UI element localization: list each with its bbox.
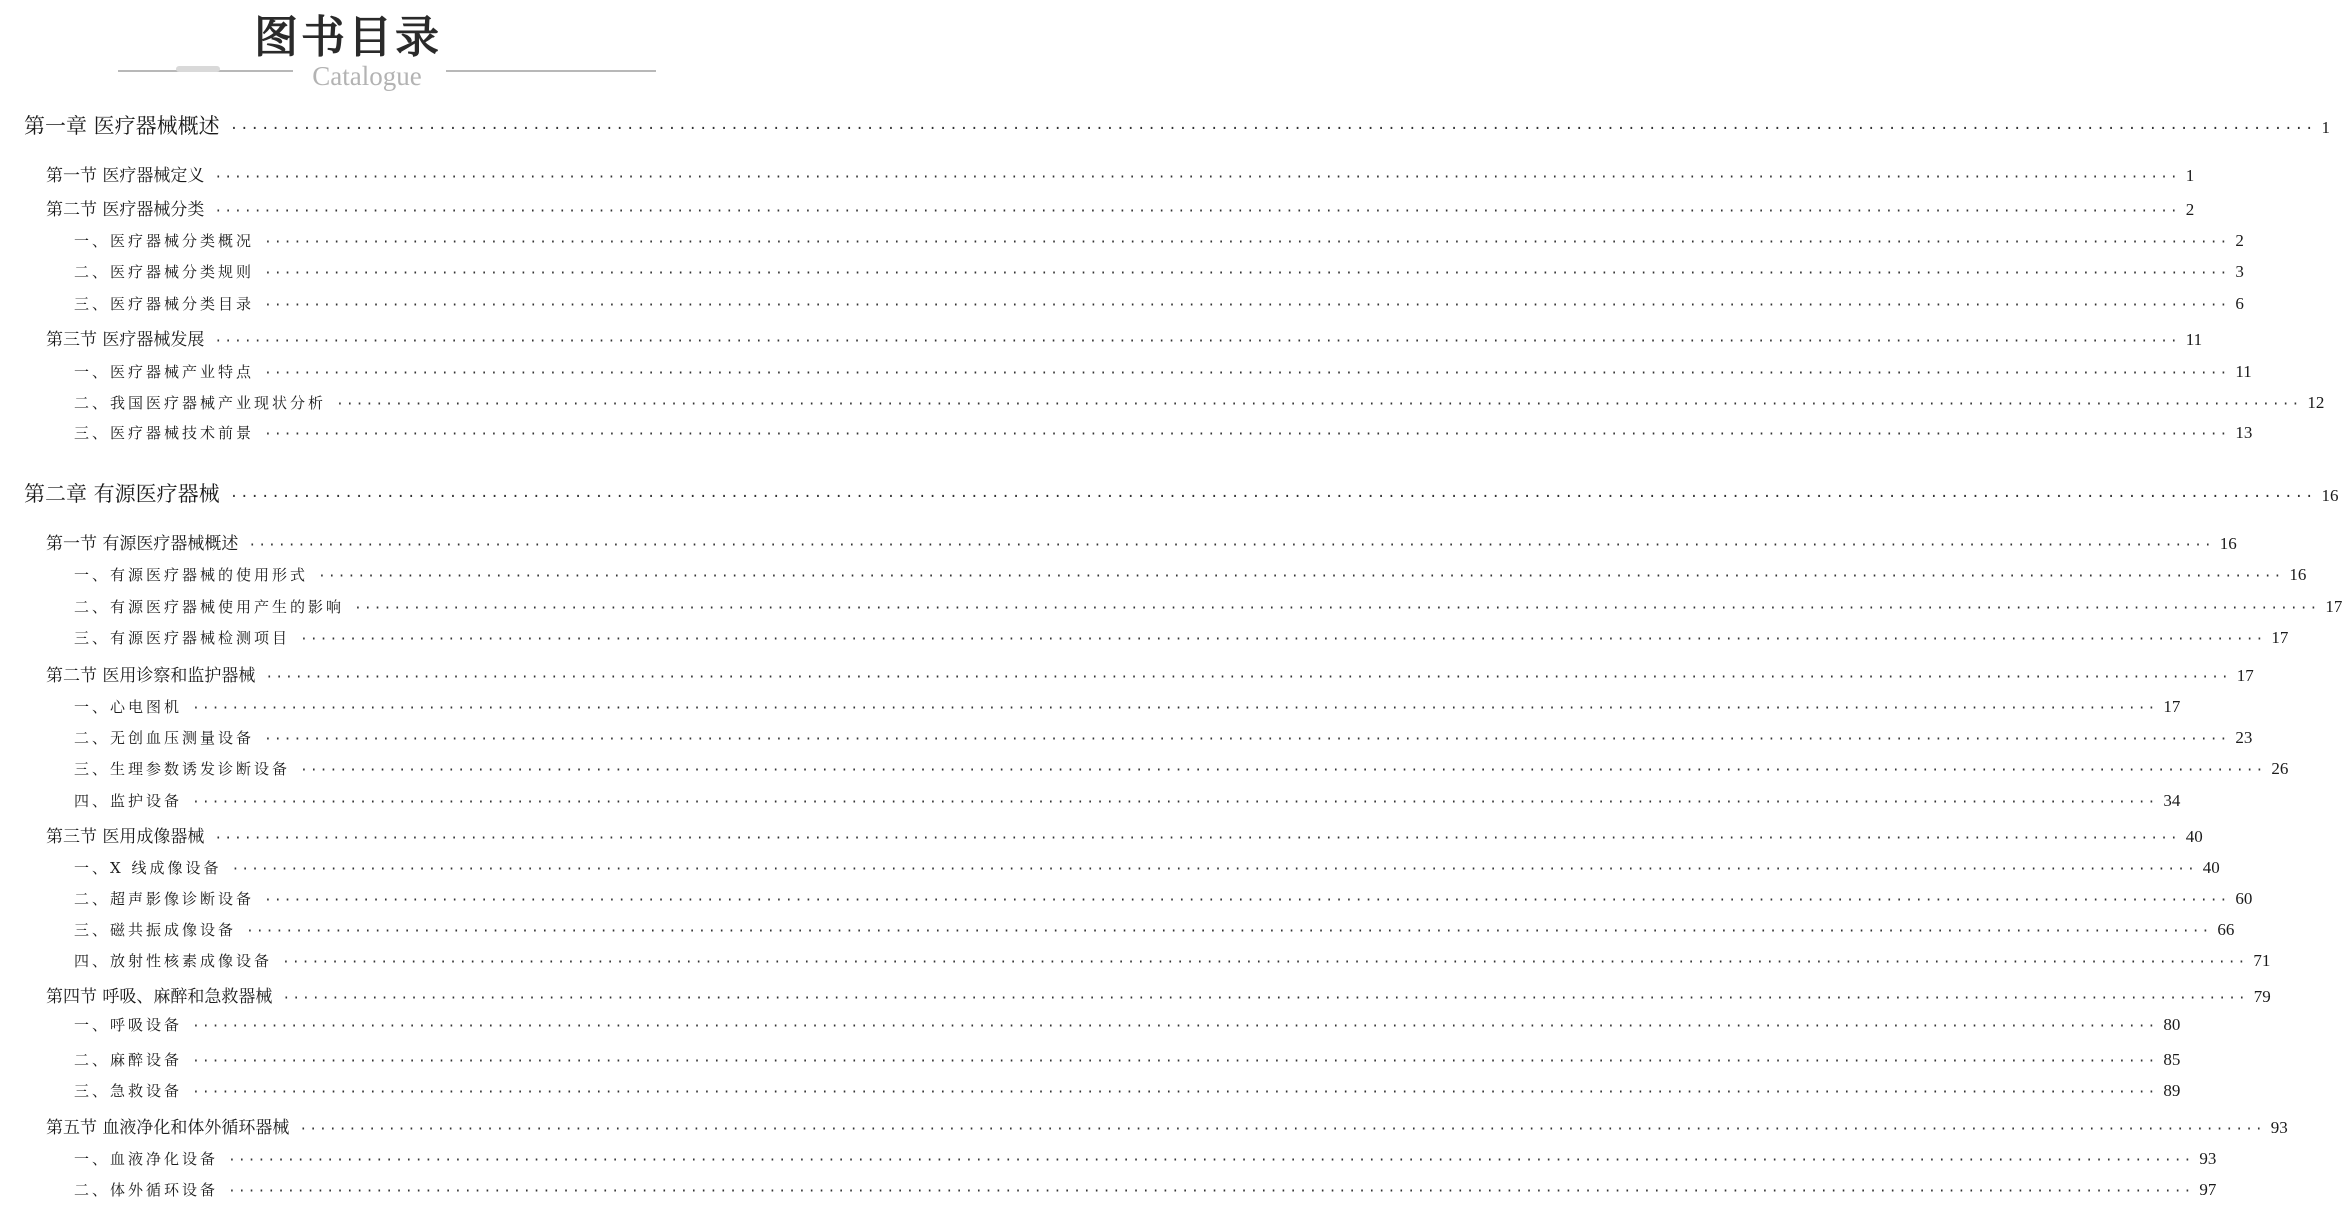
dot-leader: ········································································································································································································ [192, 1085, 2158, 1100]
toc-item-entry-title: 二、无创血压测量设备 [74, 729, 255, 747]
toc-section-entry-page-number: 11 [2185, 330, 2203, 349]
toc-item-entry[interactable] [74, 1179, 2217, 1205]
dot-leader: ········································································································································································································ [214, 334, 2180, 349]
dot-leader: ········································································································································································································ [264, 266, 2230, 281]
dot-leader: ········································································································································································································ [192, 795, 2158, 810]
toc-item-entry-page-number: 97 [2199, 1180, 2217, 1199]
toc-section-entry[interactable] [46, 1113, 2288, 1141]
toc-item-entry-title: 二、体外循环设备 [74, 1181, 219, 1199]
toc-item-entry-page-number: 71 [2253, 951, 2271, 970]
dot-leader: ········································································································································································································ [300, 763, 2266, 778]
dot-leader: ········································································································································································································ [299, 1122, 2265, 1137]
toc-item-entry-page-number: 12 [2307, 393, 2325, 412]
toc-item-entry[interactable] [74, 919, 2235, 945]
toc-item-entry-title: 一、X 线成像设备 [74, 859, 222, 877]
dot-leader: ········································································································································································································ [192, 1054, 2158, 1069]
toc-section-entry-page-number: 2 [2185, 200, 2195, 219]
toc-item-entry-page-number: 23 [2235, 728, 2253, 747]
toc-item-entry-title: 三、医疗器械分类目录 [74, 295, 255, 313]
toc-item-entry[interactable] [74, 627, 2289, 653]
dot-leader: ········································································································································································································ [300, 632, 2266, 647]
toc-item-entry[interactable] [74, 950, 2271, 976]
toc-section-entry[interactable] [46, 982, 2271, 1010]
toc-chapter-entry-page-number: 16 [2321, 486, 2339, 505]
table-of-contents [0, 100, 2342, 1203]
toc-item-entry-title: 三、磁共振成像设备 [74, 921, 237, 939]
toc-item-entry-page-number: 80 [2163, 1015, 2181, 1034]
toc-section-entry[interactable] [46, 195, 2195, 223]
dot-leader: ········································································································································································································ [192, 701, 2158, 716]
toc-item-entry-title: 二、麻醉设备 [74, 1051, 183, 1069]
toc-item-entry-page-number: 3 [2235, 262, 2244, 281]
dot-leader: ········································································································································································································ [229, 121, 2316, 137]
toc-header [0, 0, 800, 100]
toc-item-entry-page-number: 26 [2271, 759, 2289, 778]
dot-leader: ········································································································································································································ [264, 235, 2230, 250]
toc-item-entry-page-number: 85 [2163, 1050, 2181, 1069]
dot-leader: ········································································································································································································ [264, 732, 2230, 747]
toc-chapter-entry-title: 第二章 有源医疗器械 [24, 482, 220, 506]
toc-section-entry-page-number: 16 [2219, 534, 2237, 553]
toc-item-entry-page-number: 66 [2217, 920, 2235, 939]
dot-leader: ········································································································································································································ [192, 1019, 2158, 1034]
toc-item-entry-page-number: 2 [2235, 231, 2244, 250]
dot-leader: ········································································································································································································ [264, 298, 2230, 313]
toc-item-entry-title: 四、监护设备 [74, 792, 183, 810]
toc-item-entry[interactable] [74, 696, 2181, 722]
dot-leader: ········································································································································································································ [265, 670, 2231, 685]
toc-item-entry-page-number: 16 [2289, 565, 2307, 584]
toc-section-entry-page-number: 79 [2253, 987, 2271, 1006]
toc-item-entry[interactable] [74, 888, 2253, 914]
page-title: 图书目录 [254, 12, 442, 63]
header-rule-right [446, 70, 656, 72]
toc-section-entry-title: 第三节 医疗器械发展 [46, 330, 205, 350]
toc-section-entry-title: 第五节 血液净化和体外循环器械 [46, 1118, 290, 1138]
toc-section-entry[interactable] [46, 529, 2237, 557]
toc-item-entry[interactable] [74, 1049, 2181, 1075]
toc-item-entry-title: 三、有源医疗器械检测项目 [74, 629, 291, 647]
toc-item-entry[interactable] [74, 857, 2220, 883]
toc-item-entry-title: 二、有源医疗器械使用产生的影响 [74, 598, 345, 616]
toc-item-entry-title: 一、有源医疗器械的使用形式 [74, 566, 309, 584]
toc-chapter-entry[interactable] [24, 110, 2330, 144]
toc-section-entry-title: 第二节 医用诊察和监护器械 [46, 666, 256, 686]
dot-leader: ········································································································································································································ [214, 204, 2180, 219]
toc-item-entry[interactable] [74, 596, 2342, 622]
toc-item-entry-title: 三、急救设备 [74, 1082, 183, 1100]
toc-chapter-entry[interactable] [24, 478, 2339, 512]
toc-item-entry-title: 三、医疗器械技术前景 [74, 424, 255, 442]
page-subtitle: Catalogue [312, 61, 422, 91]
dot-leader: ········································································································································································································ [228, 1184, 2194, 1199]
toc-section-entry-page-number: 1 [2185, 166, 2195, 185]
dot-leader: ········································································································································································································ [231, 862, 2197, 877]
toc-item-entry-page-number: 40 [2202, 858, 2220, 877]
toc-item-entry[interactable] [74, 1080, 2181, 1106]
toc-item-entry[interactable] [74, 727, 2253, 753]
toc-item-entry-title: 一、呼吸设备 [74, 1016, 183, 1034]
toc-item-entry-page-number: 17 [2325, 597, 2342, 616]
dot-leader: ········································································································································································································ [229, 489, 2316, 505]
toc-section-entry-title: 第一节 医疗器械定义 [46, 166, 205, 186]
dot-leader: ········································································································································································································ [246, 924, 2212, 939]
toc-item-entry-title: 一、血液净化设备 [74, 1150, 219, 1168]
toc-section-entry-title: 第三节 医用成像器械 [46, 827, 205, 847]
dot-leader: ········································································································································································································ [228, 1153, 2194, 1168]
toc-item-entry-page-number: 93 [2199, 1149, 2217, 1168]
toc-section-entry-page-number: 17 [2236, 666, 2254, 685]
toc-item-entry-title: 一、心电图机 [74, 698, 183, 716]
toc-item-entry-page-number: 17 [2163, 697, 2181, 716]
toc-item-entry-page-number: 89 [2163, 1081, 2181, 1100]
toc-item-entry[interactable] [74, 261, 2244, 287]
toc-item-entry-title: 二、我国医疗器械产业现状分析 [74, 394, 327, 412]
toc-item-entry-page-number: 13 [2235, 423, 2253, 442]
dot-leader: ········································································································································································································ [214, 831, 2180, 846]
toc-item-entry[interactable] [74, 790, 2181, 816]
toc-item-entry[interactable] [74, 1014, 2181, 1040]
header-rule-mark [176, 66, 220, 72]
toc-item-entry-title: 四、放射性核素成像设备 [74, 952, 273, 970]
dot-leader: ········································································································································································································ [248, 538, 2214, 553]
toc-section-entry[interactable] [46, 161, 2195, 189]
toc-section-entry[interactable] [46, 325, 2203, 353]
toc-item-entry-title: 一、医疗器械产业特点 [74, 363, 255, 381]
toc-section-entry-title: 第二节 医疗器械分类 [46, 200, 205, 220]
toc-section-entry-page-number: 40 [2185, 827, 2203, 846]
dot-leader: ········································································································································································································ [336, 397, 2302, 412]
toc-section-entry-title: 第四节 呼吸、麻醉和急救器械 [46, 987, 273, 1007]
toc-section-entry-title: 第一节 有源医疗器械概述 [46, 534, 239, 554]
toc-item-entry[interactable] [74, 758, 2289, 784]
toc-item-entry-page-number: 34 [2163, 791, 2181, 810]
dot-leader: ········································································································································································································ [282, 991, 2248, 1006]
toc-section-entry[interactable] [46, 661, 2254, 689]
toc-item-entry[interactable] [74, 564, 2307, 590]
toc-item-entry-page-number: 17 [2271, 628, 2289, 647]
toc-item-entry-page-number: 11 [2235, 362, 2252, 381]
dot-leader: ········································································································································································································ [282, 955, 2248, 970]
toc-item-entry-title: 二、超声影像诊断设备 [74, 890, 255, 908]
toc-item-entry-page-number: 60 [2235, 889, 2253, 908]
dot-leader: ········································································································································································································ [264, 366, 2230, 381]
toc-section-entry-page-number: 93 [2270, 1118, 2288, 1137]
dot-leader: ········································································································································································································ [318, 569, 2284, 584]
dot-leader: ········································································································································································································ [354, 601, 2320, 616]
toc-item-entry[interactable] [74, 392, 2325, 418]
dot-leader: ········································································································································································································ [264, 427, 2230, 442]
toc-item-entry-page-number: 6 [2235, 294, 2244, 313]
toc-chapter-entry-title: 第一章 医疗器械概述 [24, 114, 220, 138]
toc-item-entry[interactable] [74, 230, 2244, 256]
toc-item-entry-title: 二、医疗器械分类规则 [74, 263, 255, 281]
toc-item-entry-title: 三、生理参数诱发诊断设备 [74, 760, 291, 778]
toc-chapter-entry-page-number: 1 [2321, 118, 2330, 137]
toc-item-entry[interactable] [74, 1148, 2217, 1174]
toc-item-entry[interactable] [74, 293, 2244, 319]
toc-item-entry[interactable] [74, 422, 2253, 448]
dot-leader: ········································································································································································································ [264, 893, 2230, 908]
toc-item-entry-title: 一、医疗器械分类概况 [74, 232, 255, 250]
toc-item-entry[interactable] [74, 361, 2252, 387]
toc-section-entry[interactable] [46, 822, 2203, 850]
dot-leader: ········································································································································································································ [214, 170, 2180, 185]
